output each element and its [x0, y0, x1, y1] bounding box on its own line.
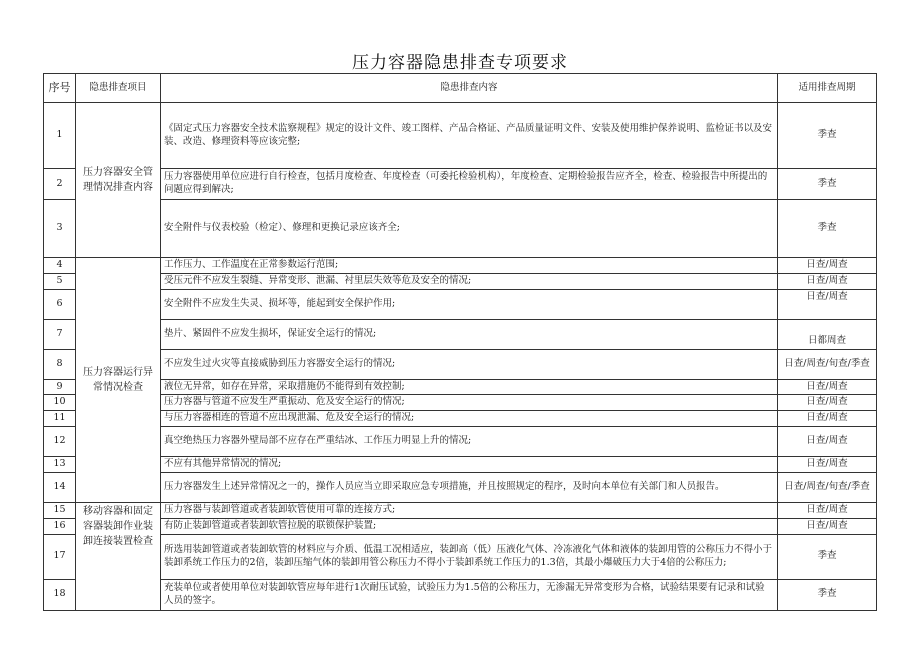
row-period: 季查	[778, 103, 877, 169]
table-row	[44, 457, 877, 473]
category-management: 压力容器安全管理情况排查内容	[76, 103, 161, 258]
table-row	[44, 411, 877, 427]
row-number: 12	[44, 427, 76, 457]
row-content: 不应有其他异常情况的情况;	[161, 457, 778, 473]
row-number: 17	[44, 534, 76, 579]
table-row	[44, 289, 877, 319]
category-mobile: 移动容器和固定容器装卸作业装卸连接装置检查	[76, 502, 161, 610]
table-row	[44, 349, 877, 379]
row-content: 不应发生过火灾等直接威胁到压力容器安全运行的情况;	[161, 349, 778, 379]
row-content: 所选用装卸管道或者装卸软管的材料应与介质、低温工况相适应，装卸高（低）压液化气体、冷冻液化气体和液体的装卸用管的公称压力不得小于装卸系统工作压力的2倍，装卸压缩气体的装卸用管公称压力不得小于装卸系统工作压力的1.3倍，其最小爆破压力大于4倍的公称压力;	[161, 534, 778, 579]
row-number: 6	[44, 289, 76, 319]
row-period: 日查/周查	[778, 289, 877, 319]
table-row	[44, 395, 877, 411]
header-period: 适用排查周期	[778, 74, 877, 103]
row-content: 受压元件不应发生裂缝、异常变形、泄漏、衬里层失效等危及安全的情况;	[161, 273, 778, 289]
table-row	[44, 579, 877, 610]
table-row	[44, 518, 877, 534]
header-item: 隐患排查项目	[76, 74, 161, 103]
table-row	[44, 200, 877, 258]
row-period: 日查/周查	[778, 518, 877, 534]
row-content: 压力容器使用单位应进行自行检查，包括月度检查、年度检查（可委托检验机构），年度检查、定期检验报告应齐全，检查、检验报告中所提出的问题应得到解决;	[161, 169, 778, 200]
row-period: 季查	[778, 579, 877, 610]
row-content: 《固定式压力容器安全技术监察规程》规定的设计文件、竣工图样、产品合格证、产品质量证明文件、安装及使用维护保养说明、监检证书以及安装、改造、修理资料等应该完整;	[161, 103, 778, 169]
header-no: 序号	[44, 74, 76, 103]
row-content: 真空绝热压力容器外壁局部不应存在严重结冰、工作压力明显上升的情况;	[161, 427, 778, 457]
row-number: 8	[44, 349, 76, 379]
row-number: 9	[44, 379, 76, 395]
row-number: 18	[44, 579, 76, 610]
table-row	[44, 502, 877, 518]
row-content: 充装单位或者使用单位对装卸软管应每年进行1次耐压试验，试验压力为1.5倍的公称压力，无渗漏无异常变形为合格，试验结果要有记录和试验人员的签字。	[161, 579, 778, 610]
table-row	[44, 427, 877, 457]
row-content: 压力容器与装卸管道或者装卸软管使用可靠的连接方式;	[161, 502, 778, 518]
row-period: 日查/周查	[778, 395, 877, 411]
row-period: 季查	[778, 200, 877, 258]
table-row	[44, 379, 877, 395]
row-period: 季查	[778, 169, 877, 200]
table-row	[44, 534, 877, 579]
row-number: 11	[44, 411, 76, 427]
inspection-table	[43, 73, 877, 611]
row-number: 10	[44, 395, 76, 411]
row-period: 日查/周查/旬查/季查	[778, 349, 877, 379]
row-number: 2	[44, 169, 76, 200]
table-row	[44, 103, 877, 169]
row-period: 日查/周查	[778, 411, 877, 427]
row-number: 7	[44, 319, 76, 349]
row-period: 日查/周查	[778, 379, 877, 395]
row-period: 日查/周查	[778, 273, 877, 289]
row-period: 日查/周查	[778, 427, 877, 457]
row-number: 13	[44, 457, 76, 473]
table-row	[44, 319, 877, 349]
row-period: 日都周查	[778, 319, 877, 349]
row-period: 日查/周查	[778, 457, 877, 473]
row-content: 安全附件与仪表校验（检定）、修理和更换记录应该齐全;	[161, 200, 778, 258]
row-period: 日查/周查	[778, 502, 877, 518]
row-period: 季查	[778, 534, 877, 579]
page-title: 压力容器隐患排查专项要求	[352, 53, 568, 73]
row-content: 垫片、紧固件不应发生损坏，保证安全运行的情况;	[161, 319, 778, 349]
table-row	[44, 472, 877, 502]
header-content: 隐患排查内容	[161, 74, 778, 103]
row-number: 16	[44, 518, 76, 534]
row-number: 14	[44, 472, 76, 502]
category-operation: 压力容器运行异常情况检查	[76, 258, 161, 503]
row-period: 日查/周查	[778, 258, 877, 274]
row-period: 日查/周查/旬查/季查	[778, 472, 877, 502]
row-content: 有防止装卸管道或者装卸软管拉脱的联锁保护装置;	[161, 518, 778, 534]
table-row	[44, 169, 877, 200]
row-number: 5	[44, 273, 76, 289]
row-content: 与压力容器相连的管道不应出现泄漏、危及安全运行的情况;	[161, 411, 778, 427]
row-number: 4	[44, 258, 76, 274]
row-content: 压力容器与管道不应发生严重振动、危及安全运行的情况;	[161, 395, 778, 411]
table-row	[44, 258, 877, 274]
row-content: 压力容器发生上述异常情况之一的，操作人员应当立即采取应急专项措施，并且按照规定的程序，及时向本单位有关部门和人员报告。	[161, 472, 778, 502]
row-content: 液位无异常，如存在异常，采取措施仍不能得到有效控制;	[161, 379, 778, 395]
row-number: 1	[44, 103, 76, 169]
row-content: 安全附件不应发生失灵、损坏等，能起到安全保护作用;	[161, 289, 778, 319]
header-row	[44, 74, 877, 103]
table-row	[44, 273, 877, 289]
row-number: 15	[44, 502, 76, 518]
row-content: 工作压力、工作温度在正常参数运行范围;	[161, 258, 778, 274]
row-number: 3	[44, 200, 76, 258]
